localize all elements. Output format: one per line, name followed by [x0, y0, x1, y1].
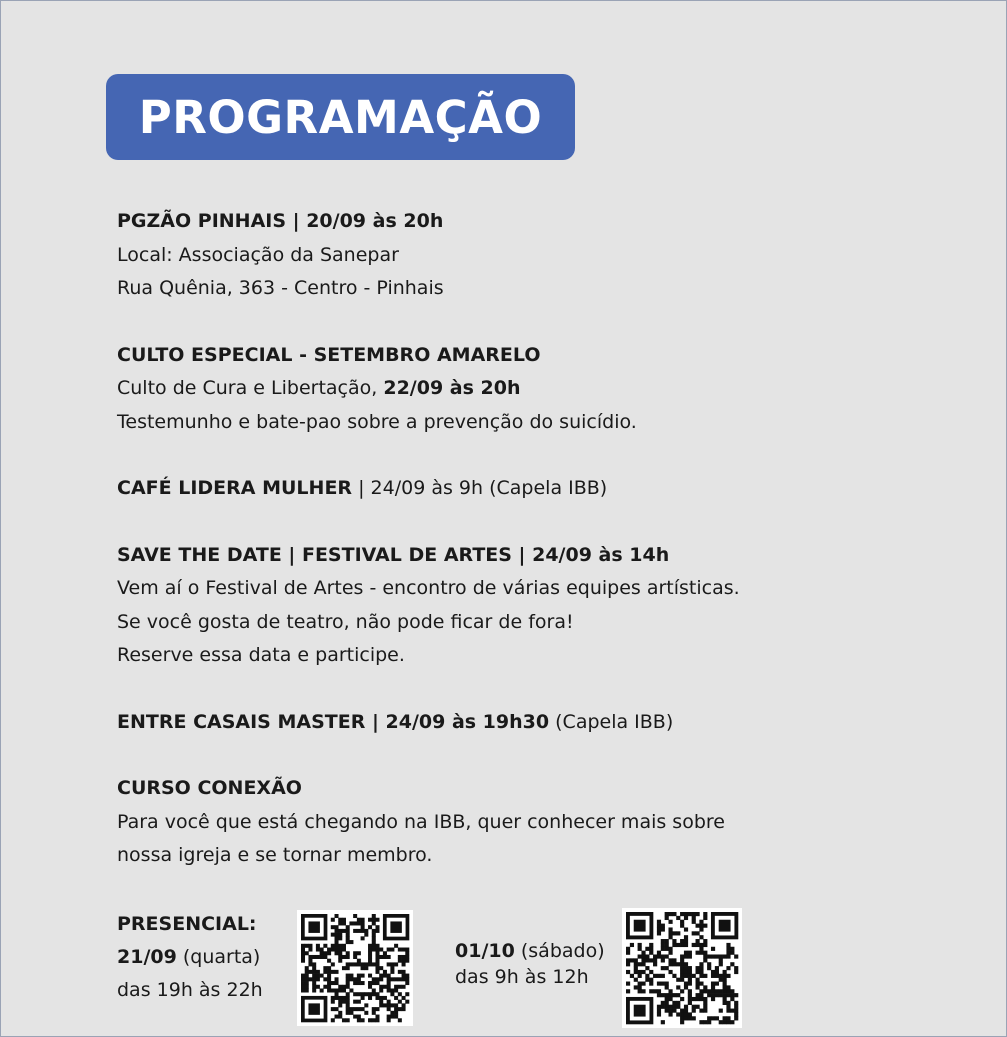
event-curso	[117, 772, 957, 873]
event-description: Se você gosta de teatro, não pode ficar de fora!	[117, 610, 574, 633]
title-banner	[106, 74, 575, 160]
event-heading	[117, 472, 957, 506]
session-time: das 19h às 22h	[117, 979, 263, 1001]
session-date	[117, 941, 263, 974]
event-casais	[117, 706, 957, 740]
event-festival	[117, 539, 957, 673]
presencial-section	[117, 908, 957, 1033]
event-heading-details: (Capela IBB)	[549, 710, 674, 733]
event-description	[117, 372, 957, 406]
event-heading-title: ENTRE CASAIS MASTER | 24/09 às 19h30	[117, 710, 550, 733]
event-pgzao	[117, 205, 957, 306]
event-description: Reserve essa data e participe.	[117, 644, 405, 666]
session-date	[455, 938, 605, 964]
event-heading-details: | 24/09 às 9h (Capela IBB)	[352, 477, 608, 499]
qr-code[interactable]	[622, 908, 742, 1028]
presencial-label: PRESENCIAL:	[117, 913, 257, 935]
event-heading: PGZÃO PINHAIS | 20/09 às 20h	[117, 210, 444, 232]
event-description: Vem aí o Festival de Artes - encontro de várias equipes artísticas.	[117, 577, 740, 599]
page-title: PROGRAMAÇÃO	[138, 90, 543, 144]
session-weekday: (sábado)	[514, 940, 605, 962]
event-heading: CURSO CONEXÃO	[117, 777, 302, 799]
event-location: Local: Associação da Sanepar	[117, 243, 399, 266]
event-culto	[117, 339, 957, 440]
event-heading	[117, 706, 957, 740]
event-heading-title: CAFÉ LIDERA MULHER	[117, 477, 353, 499]
event-description: nossa igreja e se tornar membro.	[117, 844, 433, 866]
program-list	[117, 205, 957, 873]
event-description-text: Culto de Cura e Libertação,	[117, 377, 384, 399]
session-time: das 9h às 12h	[455, 966, 589, 988]
qr-code[interactable]	[297, 910, 413, 1026]
event-description: Testemunho e bate-pao sobre a prevenção do suicídio.	[117, 410, 637, 433]
event-heading: CULTO ESPECIAL - SETEMBRO AMARELO	[117, 343, 541, 366]
event-description: Para você que está chegando na IBB, quer conhecer mais sobre	[117, 810, 725, 833]
presencial-session-2	[455, 938, 605, 990]
session-weekday: (quarta)	[176, 946, 261, 968]
event-address: Rua Quênia, 363 - Centro - Pinhais	[117, 277, 444, 299]
session-date-value: 01/10	[455, 940, 515, 962]
event-heading: SAVE THE DATE | FESTIVAL DE ARTES | 24/09 às 14h	[117, 543, 670, 566]
presencial-session-1	[117, 908, 263, 1007]
event-cafe	[117, 472, 957, 506]
event-datetime: 22/09 às 20h	[383, 377, 521, 399]
session-date-value: 21/09	[117, 946, 177, 968]
